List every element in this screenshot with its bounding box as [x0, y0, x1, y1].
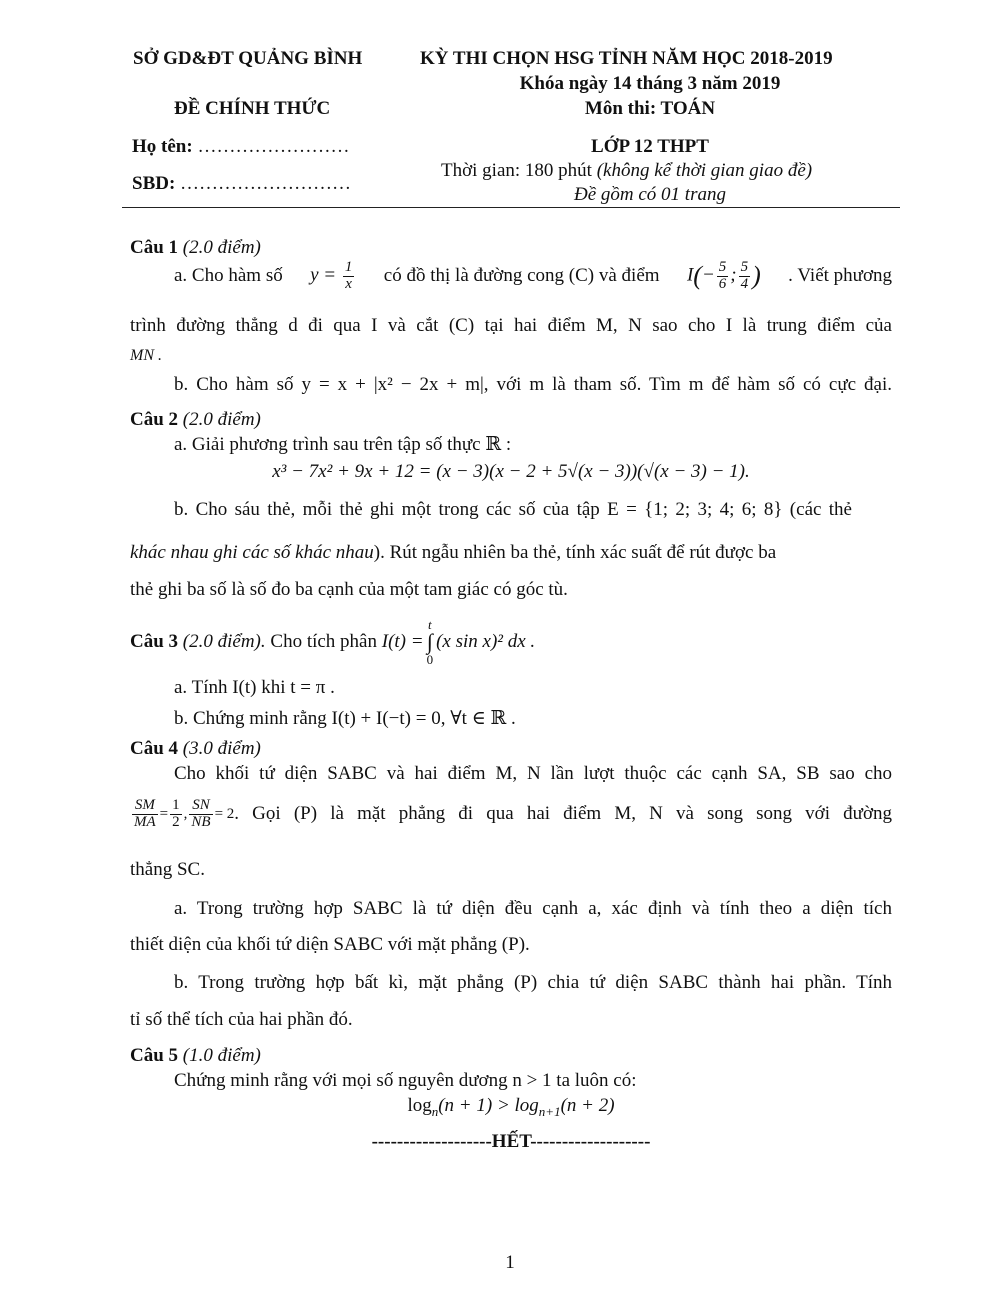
exam-date: Khóa ngày 14 tháng 3 năm 2019	[519, 73, 781, 94]
exam-title: KỲ THI CHỌN HSG TỈNH NĂM HỌC 2018-2019	[420, 48, 833, 69]
question-2b-line2: khác nhau ghi các số khác nhau). Rút ngẫu nhiên ba thẻ, tính xác suất để rút được ba	[130, 542, 777, 563]
header-divider	[122, 207, 900, 208]
question-3b: b. Chứng minh rằng I(t) + I(−t) = 0, ∀t ∈ ℝ .	[174, 708, 516, 729]
question-5-heading: Câu 5 (1.0 điểm)	[130, 1045, 261, 1066]
name-field-label: Họ tên: ……………………	[132, 136, 350, 157]
question-2b-line3: thẻ ghi ba số là số đo ba cạnh của một tam giác có góc tù.	[130, 579, 568, 600]
time-note: (không kể thời gian giao đề)	[596, 160, 813, 181]
question-4-line3: thẳng SC.	[130, 859, 205, 880]
question-1b: b. Cho hàm số y = x + |x² − 2x + m|, với m là tham số. Tìm m để hàm số có cực đại.	[174, 374, 892, 395]
question-3a: a. Tính I(t) khi t = π .	[174, 677, 335, 698]
official-label: ĐỀ CHÍNH THỨC	[174, 98, 331, 119]
department-name: SỞ GD&ĐT QUẢNG BÌNH	[133, 48, 363, 69]
question-4-ratio-line: $\frac{SM}{MA}$ = $\frac{1}{2}$ , $\frac{SN}{NB}$ = 2 . Gọi (P) là mặt phẳng đi qua hai điểm M, N và song song với đường	[134, 797, 892, 830]
question-1a-line2: trình đường thẳng d đi qua I và cắt (C) tại hai điểm M, N sao cho I là trung điểm của	[130, 315, 892, 336]
question-1a-line3: MN .	[130, 347, 162, 364]
question-5-intro: Chứng minh rằng với mọi số nguyên dương n > 1 ta luôn có:	[174, 1070, 637, 1091]
time-info	[441, 159, 812, 183]
question-3-heading: Câu 3 (2.0 điểm). Cho tích phân I(t) = t ∫ 0 (x sin x)² dx .	[130, 617, 536, 667]
sbd-field-label: SBD: ………………………	[132, 173, 352, 194]
integral-sign: t ∫ 0	[426, 617, 434, 667]
end-marker: -------------------HẾT-------------------	[371, 1131, 651, 1152]
pages-note: Đề gồm có 01 trang	[574, 184, 726, 205]
grade-label: LỚP 12 THPT	[591, 136, 709, 157]
question-2a: a. Giải phương trình sau trên tập số thực ℝ :	[174, 434, 512, 455]
question-1a-line1: a. Cho hàm số y = $\frac{1}{x}$ có đồ thị là đường cong (C) và điểm I(− $\frac{5}{6}$ ; $\frac{5}{4}$ ) . Viết phương	[174, 259, 892, 292]
question-1-heading: Câu 1 (2.0 điểm)	[130, 237, 261, 258]
question-4a-line1: a. Trong trường hợp SABC là tứ diện đều cạnh a, xác định và tính theo a diện tích	[174, 898, 892, 919]
question-4a-line2: thiết diện của khối tứ diện SABC với mặt phẳng (P).	[130, 934, 530, 955]
time-main: Thời gian: 180 phút	[441, 160, 597, 181]
subject-label: Môn thi: TOÁN	[584, 98, 716, 119]
question-4b-line2: tỉ số thể tích của hai phần đó.	[130, 1009, 353, 1030]
page-number: 1	[505, 1252, 515, 1273]
question-4-heading: Câu 4 (3.0 điểm)	[130, 738, 261, 759]
question-4b-line1: b. Trong trường hợp bất kì, mặt phẳng (P) chia tứ diện SABC thành hai phần. Tính	[174, 972, 892, 993]
question-2a-equation: x³ − 7x² + 9x + 12 = (x − 3)(x − 2 + 5√(x − 3))(√(x − 3) − 1).	[272, 461, 750, 482]
question-4-intro: Cho khối tứ diện SABC và hai điểm M, N lần lượt thuộc các cạnh SA, SB sao cho	[174, 763, 892, 784]
question-2b-line1: b. Cho sáu thẻ, mỗi thẻ ghi một trong các số của tập E = {1; 2; 3; 4; 6; 8} (các thẻ	[174, 499, 852, 520]
question-5-inequality: $\log_n(n + 1) > \log_{n+1}(n + 2)$	[407, 1095, 615, 1119]
question-2-heading: Câu 2 (2.0 điểm)	[130, 409, 261, 430]
